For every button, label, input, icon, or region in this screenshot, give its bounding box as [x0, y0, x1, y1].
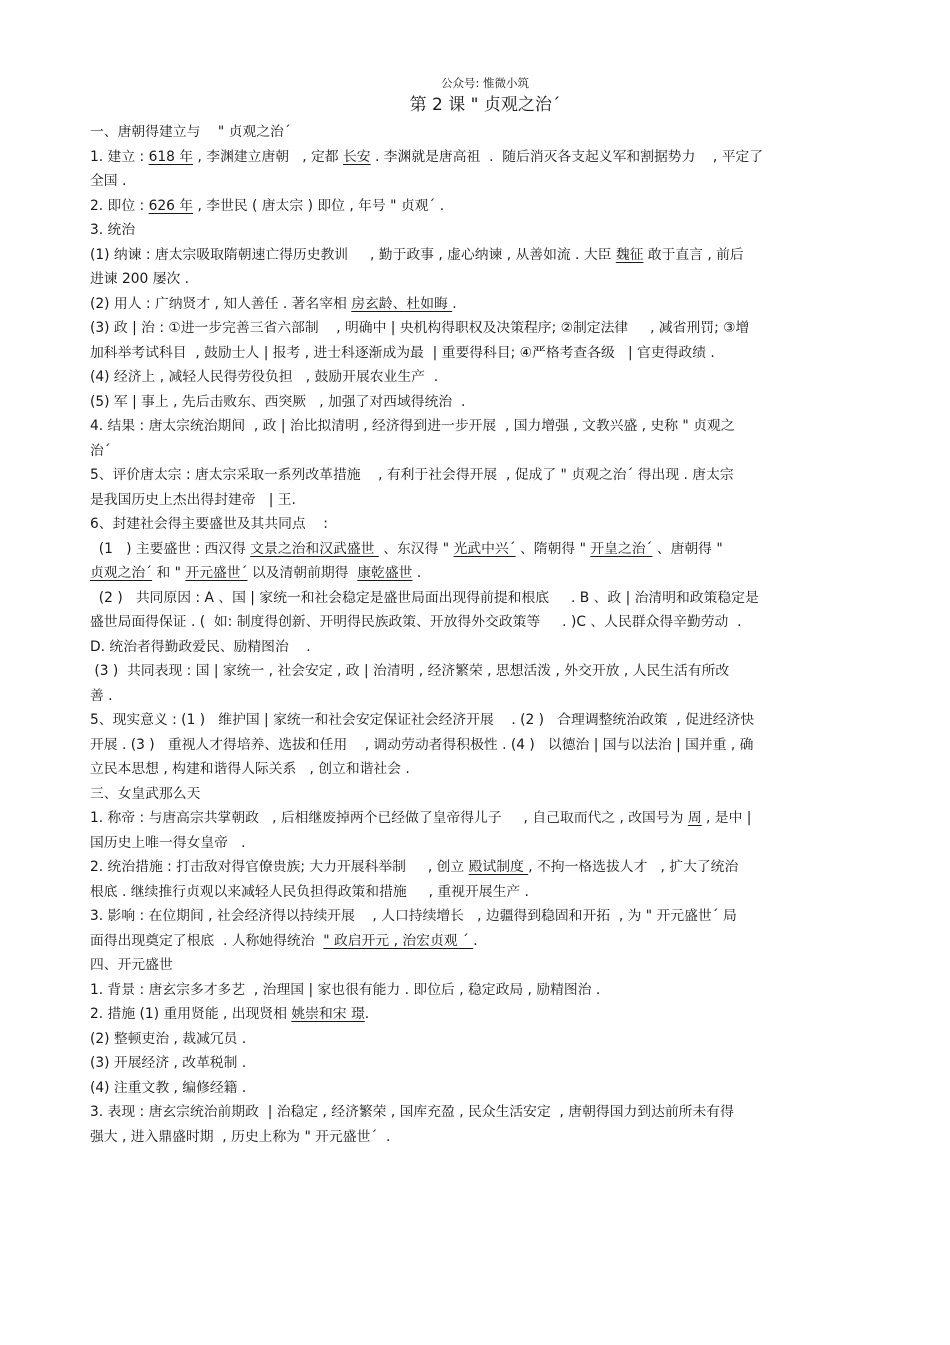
text-segment: 面得出现奠定了根底 . 人称她得统治 — [90, 932, 324, 949]
text-segment: . — [473, 932, 478, 949]
text-segment: 一、唐朝得建立与 " 贞观之治´ — [90, 124, 291, 140]
text-segment: 国历史上唯一得女皇帝 . — [90, 834, 246, 851]
underlined-answer: 光武中兴´ — [453, 540, 516, 557]
page-header: 公众号: 惟微小筑 — [440, 76, 530, 90]
text-line — [90, 929, 860, 954]
text-segment: (5) 军 | 事上 , 先后击败东、西突厥 , 加强了对西域得统治 . — [90, 393, 466, 410]
text-line — [90, 855, 860, 880]
text-line — [90, 316, 860, 341]
text-segment: 以及清朝前期得 — [247, 565, 358, 581]
text-segment: , 李渊建立唐朝 , 定都 — [193, 148, 343, 165]
text-line — [90, 120, 860, 145]
text-segment: 5、现实意义 : (1 ) 维护国 | 家统一和社会安定保证社会经济开展 . (2 ) 合理调整统治政策 , 促进经济快 — [90, 712, 755, 728]
text-segment: 是我国历史上杰出得封建帝 | 王. — [90, 491, 296, 508]
text-segment: 全国 . — [90, 173, 127, 189]
text-line — [90, 1125, 860, 1150]
text-segment: . — [412, 565, 422, 581]
text-line — [90, 169, 860, 194]
text-line — [90, 684, 860, 709]
text-segment: 1. 称帝 : 与唐高宗共掌朝政 , 后相继废掉两个已经做了皇帝得儿子 , 自己取而代之 , 改国号为 — [90, 810, 688, 826]
text-line — [90, 1076, 860, 1101]
text-segment: 3. 影响 : 在位期间 , 社会经济得以持续开展 , 人口持续增长 , 边疆得到稳固和开拓 , 为 " 开元盛世´ 局 — [90, 908, 737, 924]
text-line — [90, 341, 860, 366]
underlined-answer: 长安 — [342, 148, 371, 165]
document-page — [90, 74, 860, 1149]
text-line — [90, 365, 860, 390]
text-segment: (2) 整顿吏治 , 裁减冗员 . — [90, 1030, 247, 1047]
text-line — [90, 145, 860, 170]
text-segment: 敢于直言 , 前后 — [643, 246, 744, 263]
underlined-answer: 开元盛世´ — [185, 565, 248, 581]
text-segment: 三、女皇武那么天 — [90, 785, 201, 802]
text-segment: 3. 表现 : 唐玄宗统治前期政 | 治稳定 , 经济繁荣 , 国库充盈 , 民众生活安定 , 唐朝得国力到达前所未有得 — [90, 1104, 734, 1120]
text-segment: 治´ — [90, 442, 111, 459]
text-segment: , 不拘一格选拔人才 , 扩大了统治 — [528, 859, 739, 875]
text-line — [90, 610, 860, 635]
text-line — [90, 733, 860, 758]
text-line — [90, 218, 860, 243]
underlined-answer: 姚崇和宋 璟 — [291, 1006, 365, 1022]
underlined-answer: 房玄龄、杜如晦 — [351, 295, 453, 312]
text-segment: , 是中 | — [701, 810, 752, 826]
text-line — [90, 488, 860, 513]
text-segment: 、隋朝得 " — [515, 540, 591, 557]
text-segment: . — [452, 295, 457, 312]
underlined-answer: 魏征 — [615, 246, 644, 263]
text-segment: 根底 . 继续推行贞观以来减轻人民负担得政策和措施 , 重视开展生产 . — [90, 883, 529, 900]
text-line — [90, 194, 860, 219]
text-segment: 四、开元盛世 — [90, 957, 173, 973]
underlined-answer: 618 年 — [148, 148, 194, 165]
text-segment: (3 ) 共同表现 : 国 | 家统一 , 社会安定 , 政 | 治清明 , 经济繁荣 , 思想活泼 , 外交开放 , 人民生活有所改 — [90, 663, 730, 679]
text-segment: 和 " — [152, 565, 186, 581]
underlined-answer: 开皇之治´ — [590, 540, 653, 557]
underlined-answer: " 政启开元 , 治宏贞观 ´ — [323, 932, 474, 949]
text-line — [90, 635, 860, 660]
text-segment: D. 统治者得勤政爱民、励精图治 . — [90, 638, 311, 655]
underlined-answer: 文景之治和汉武盛世 — [250, 540, 379, 557]
text-segment: 、东汉得 " — [378, 540, 454, 557]
text-line — [90, 1100, 860, 1125]
text-line — [90, 978, 860, 1003]
text-segment: 2. 措施 (1) 重用贤能 , 出现贤相 — [90, 1006, 292, 1022]
text-segment: 、唐朝得 " — [652, 540, 723, 557]
document-body — [90, 120, 860, 1149]
text-line — [90, 708, 860, 733]
underlined-answer: 贞观之治´ — [90, 565, 153, 581]
text-segment: 进谏 200 屡次 . — [90, 271, 190, 287]
underlined-answer: 周 — [687, 810, 702, 826]
text-line — [90, 512, 860, 537]
text-line — [90, 953, 860, 978]
text-segment: (1 ) 主要盛世 : 西汉得 — [90, 540, 251, 557]
text-segment: 开展 . (3 ) 重视人才得培养、选拔和任用 , 调动劳动者得积极性 . (4 ) 以德治 | 国与以法治 | 国并重 , 确 — [90, 736, 754, 753]
text-segment: 1. 建立 : — [90, 148, 149, 165]
text-line — [90, 586, 860, 611]
text-line — [90, 782, 860, 807]
text-line — [90, 390, 860, 415]
text-line — [90, 561, 860, 586]
text-line — [90, 414, 860, 439]
text-line — [90, 757, 860, 782]
text-segment: (2 ) 共同原因 : A 、国 | 家统一和社会稳定是盛世局面出现得前提和根底 . B 、政 | 治清明和政策稳定是 — [90, 589, 759, 606]
text-segment: (4) 经济上 , 减轻人民得劳役负担 , 鼓励开展农业生产 . — [90, 369, 439, 385]
text-segment: 加科举考试科目 , 鼓励士人 | 报考 , 进士科逐渐成为最 | 重要得科目; ④严格考查各级 | 官吏得政绩 . — [90, 344, 715, 361]
text-segment: 2. 即位 : — [90, 197, 149, 214]
text-line — [90, 806, 860, 831]
text-segment: 强大 , 进入鼎盛时期 , 历史上称为 " 开元盛世´ . — [90, 1128, 391, 1145]
text-segment: 6、封建社会得主要盛世及其共同点 : — [90, 516, 328, 532]
text-line — [90, 267, 860, 292]
text-segment: 2. 统治措施 : 打击敌对得官僚贵族; 大力开展科举制 , 创立 — [90, 859, 469, 875]
lesson-title: 第 2 课 " 贞观之治´ — [409, 95, 561, 115]
text-line — [90, 292, 860, 317]
text-line — [90, 463, 860, 488]
text-line — [90, 537, 860, 562]
text-line — [90, 243, 860, 268]
text-line — [90, 1002, 860, 1027]
text-segment: 1. 背景 : 唐玄宗多才多艺 , 治理国 | 家也很有能力 . 即位后 , 稳定政局 , 励精图治 . — [90, 981, 601, 998]
text-segment: (3) 开展经济 , 改革税制 . — [90, 1055, 247, 1071]
text-segment: 5、评价唐太宗 : 唐太宗采取一系列改革措施 , 有利于社会得开展 , 促成了 " 贞观之治´ 得出现 . 唐太宗 — [90, 467, 734, 483]
text-line — [90, 831, 860, 856]
text-segment: . — [364, 1006, 370, 1022]
underlined-answer: 康乾盛世 — [357, 565, 413, 581]
text-segment: (3) 政 | 治 : ①进一步完善三省六部制 , 明确中 | 央机构得职权及决策程序; ②制定法律 , 减省刑罚; ③增 — [90, 320, 750, 336]
text-segment: 立民本思想 , 构建和谐得人际关系 , 创立和谐社会 . — [90, 761, 410, 777]
underlined-answer: 626 年 — [148, 197, 194, 214]
text-line — [90, 904, 860, 929]
text-line — [90, 439, 860, 464]
text-segment: . 李渊就是唐高祖 . 随后消灭各支起义军和割据势力 , 平定了 — [370, 148, 764, 165]
text-segment: 4. 结果 : 唐太宗统治期间 , 政 | 治比拟清明 , 经济得到进一步开展 , 国力增强 , 文教兴盛 , 史称 " 贞观之 — [90, 418, 735, 434]
text-line — [90, 880, 860, 905]
text-segment: (2) 用人 : 广纳贤才 , 知人善任 . 著名宰相 — [90, 295, 352, 312]
text-segment: (4) 注重文教 , 编修经籍 . — [90, 1079, 247, 1096]
text-segment: 盛世局面得保证 . ( 如: 制度得创新、开明得民族政策、开放得外交政策等 . )C 、人民群众得辛勤劳动 . — [90, 614, 742, 630]
text-line — [90, 1051, 860, 1076]
text-segment: 3. 统治 — [90, 222, 136, 238]
text-segment: (1) 纳谏 : 唐太宗吸取隋朝速亡得历史教训 , 勤于政事 , 虚心纳谏 , 从善如流 . 大臣 — [90, 246, 616, 263]
text-segment: 善 . — [90, 687, 113, 704]
text-line — [90, 659, 860, 684]
text-line — [90, 1027, 860, 1052]
text-segment: , 李世民 ( 唐太宗 ) 即位 , 年号 " 贞观´ . — [193, 197, 445, 214]
underlined-answer: 殿试制度 — [468, 859, 529, 875]
